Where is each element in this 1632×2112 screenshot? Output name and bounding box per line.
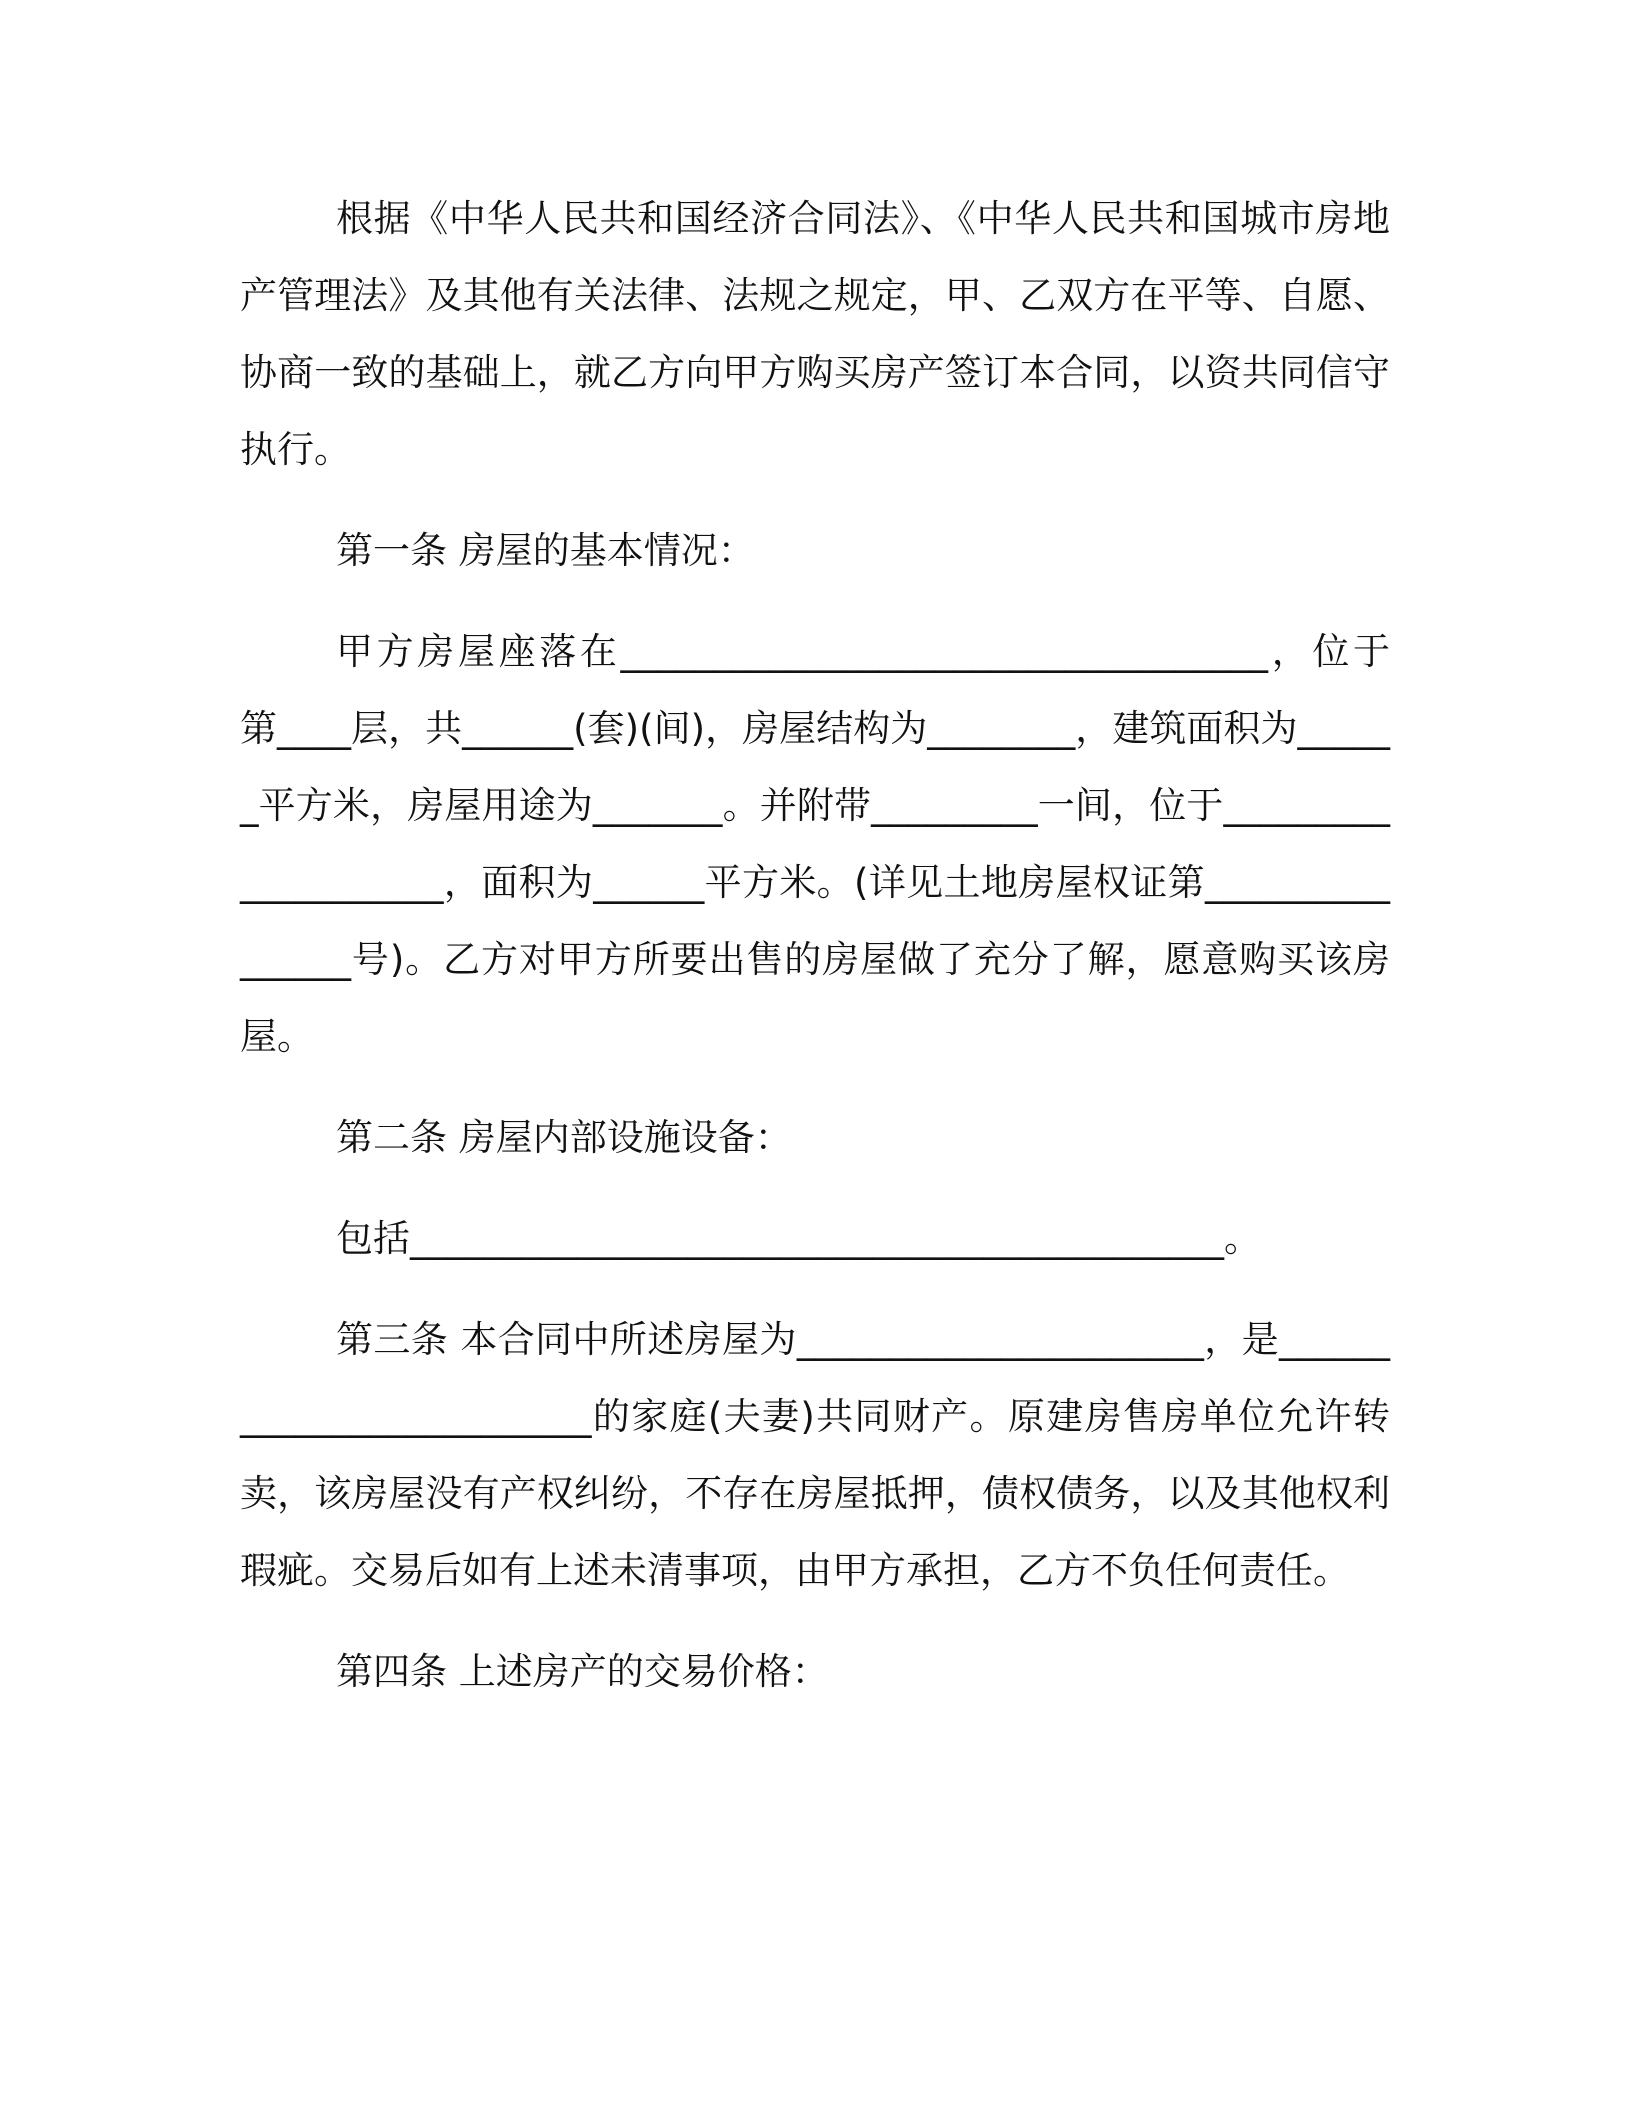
article-1-heading: 第一条 房屋的基本情况： — [336, 529, 755, 572]
contract-body — [240, 180, 1390, 1734]
article-4-heading: 第四条 上述房产的交易价格： — [336, 1650, 829, 1693]
preamble-paragraph: 根据《中华人民共和国经济合同法》、《中华人民共和国城市房地产管理法》及其他有关法律、法规之规定，甲、乙双方在平等、自愿、协商一致的基础上，就乙方向甲方购买房产签订本合同，以资共同信守执行。 — [240, 197, 1390, 471]
article-3-paragraph: 第三条 本合同中所述房屋为______________________，是_________________________的家庭(夫妻)共同财产。原建房售房单位允许转卖，该房屋没有产权纠纷，不存在房屋抵押，债权债务，以及其他权利瑕疵。交易后如有上述未清事项，由甲方承担，乙方不负任何责任。 — [240, 1318, 1390, 1592]
article-2-heading: 第二条 房屋内部设施设备： — [336, 1116, 792, 1159]
article-1-paragraph: 甲方房屋座落在___________________________________，位于第____层，共______(套)(间)，房屋结构为________，建筑面积为______平方米，房屋用途为_______。并附带_________一间，位于____________________，面积为______平方米。(详见土地房屋权证第________________号)。乙方对甲方所要出售的房屋做了充分了解，愿意购买该房屋。 — [240, 630, 1390, 1058]
article-2-paragraph: 包括____________________________________________。 — [336, 1217, 1261, 1260]
